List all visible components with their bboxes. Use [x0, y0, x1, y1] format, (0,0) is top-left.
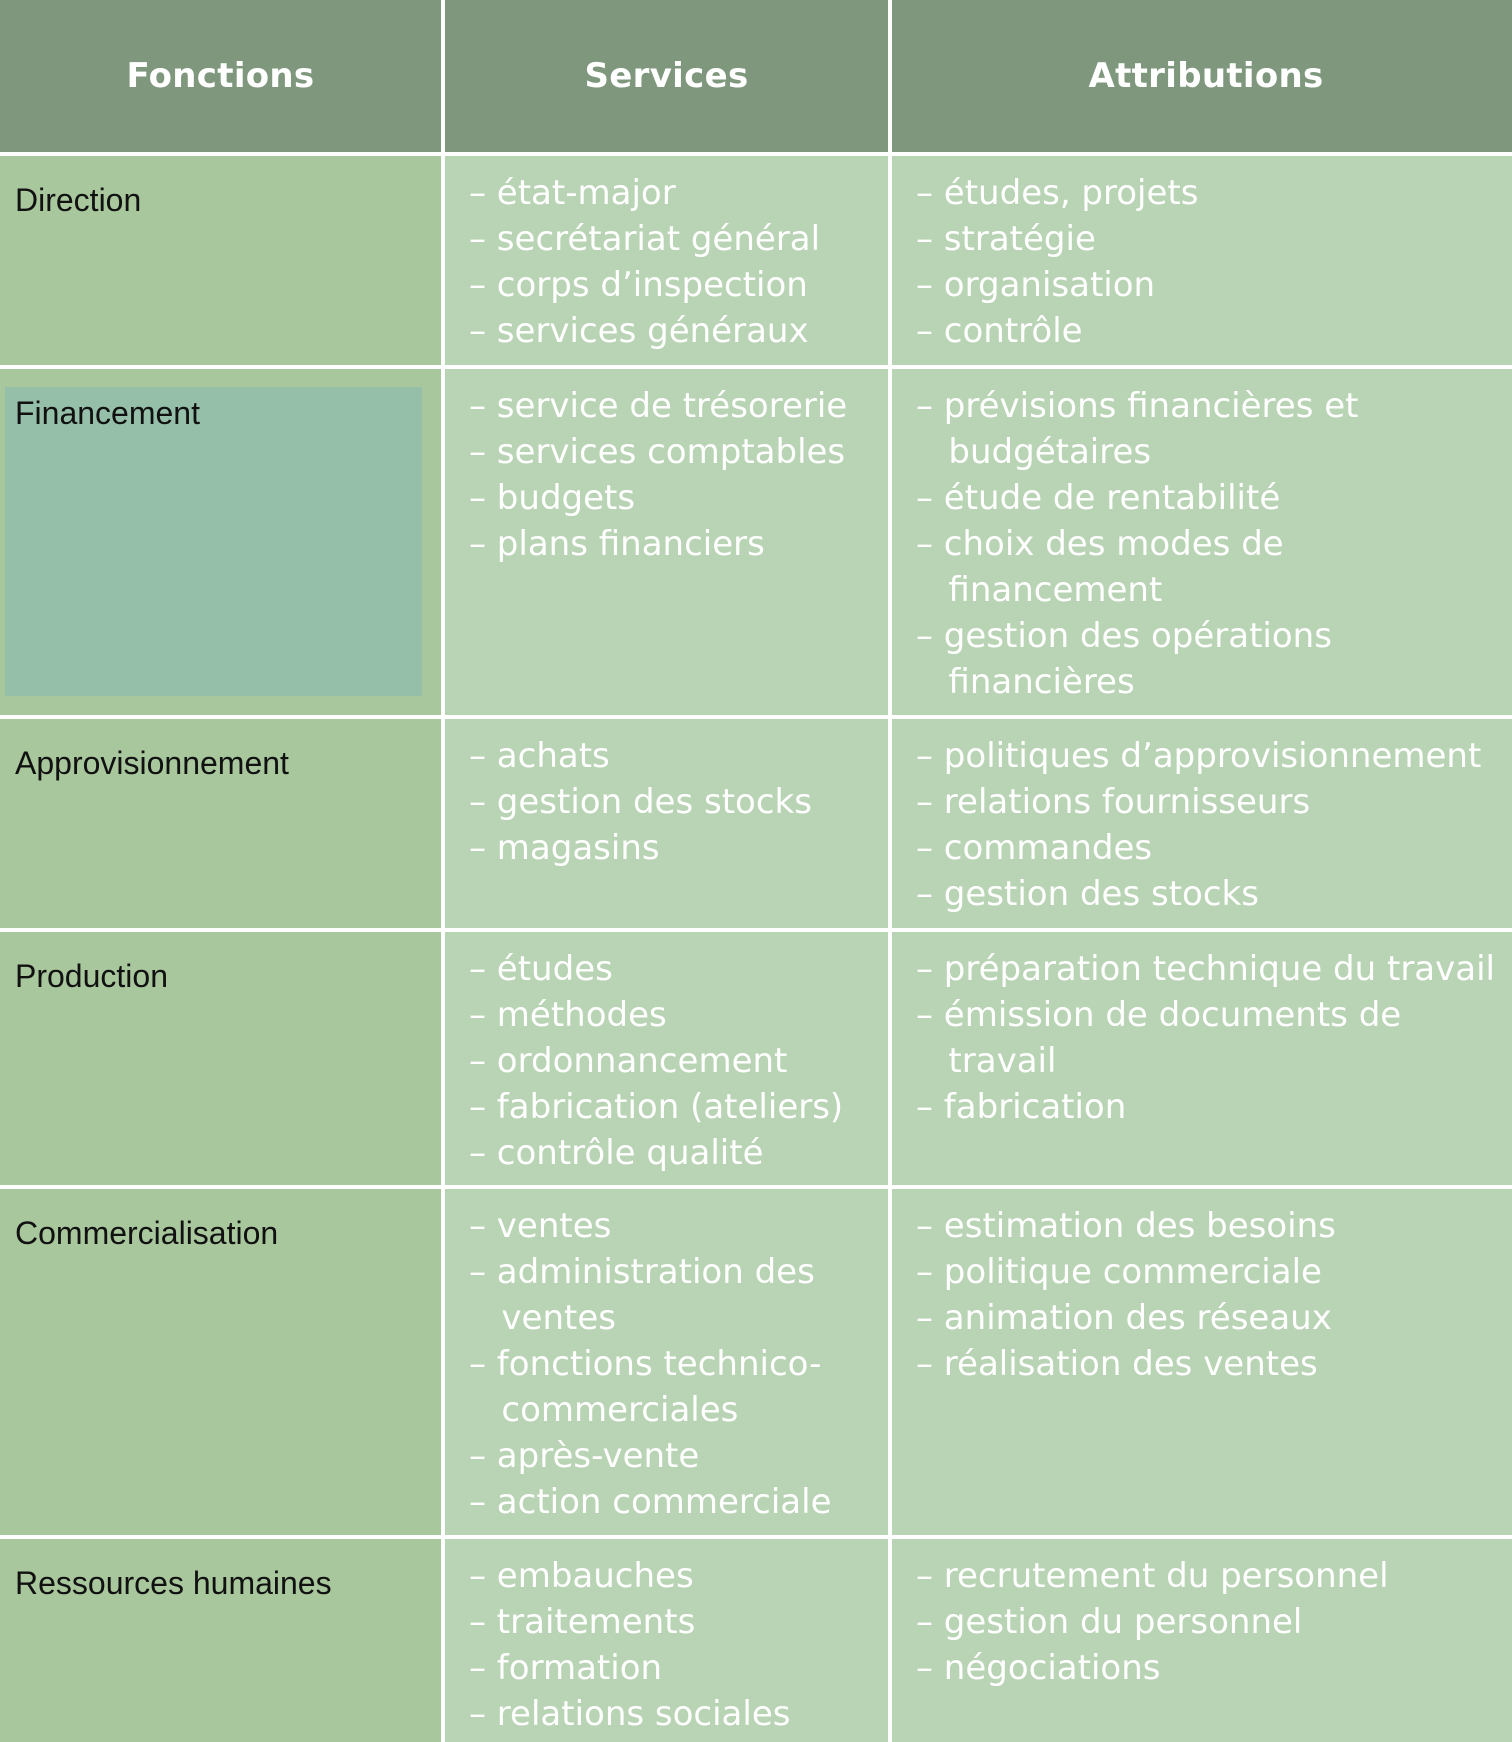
attribution-item: travail	[916, 1041, 1057, 1081]
services-cell	[445, 1539, 888, 1742]
fonction-cell	[0, 1189, 441, 1535]
service-item: – fonctions technico-	[469, 1344, 822, 1384]
attribution-item: – contrôle	[916, 311, 1083, 351]
service-item: – service de trésorerie	[469, 386, 848, 426]
service-item: – état-major	[469, 173, 676, 213]
attribution-item: – préparation technique du travail	[916, 949, 1495, 989]
attribution-item: – organisation	[916, 265, 1156, 305]
attributions-list	[916, 170, 1512, 354]
attributions-list	[916, 1553, 1512, 1691]
service-item: – études	[469, 949, 613, 989]
services-cell	[445, 932, 888, 1185]
attribution-item: – politique commerciale	[916, 1252, 1322, 1292]
fonction-cell-selected[interactable]	[0, 369, 441, 715]
service-item: – formation	[469, 1648, 663, 1688]
attribution-item: financières	[916, 662, 1135, 702]
service-item: – action commerciale	[469, 1482, 832, 1522]
attribution-item: – fabrication	[916, 1087, 1127, 1127]
attribution-item: – animation des réseaux	[916, 1298, 1332, 1338]
attributions-cell	[892, 156, 1512, 365]
service-item: – relations sociales	[469, 1694, 791, 1734]
service-item: – méthodes	[469, 995, 667, 1035]
header-services: Services	[445, 0, 888, 152]
attribution-item: – émission de documents de	[916, 995, 1402, 1035]
attribution-item: financement	[916, 570, 1163, 610]
attribution-item: budgétaires	[916, 432, 1152, 472]
attribution-item: – stratégie	[916, 219, 1096, 259]
service-item: – secrétariat général	[469, 219, 821, 259]
selection-highlight	[5, 387, 422, 696]
service-item: – budgets	[469, 478, 636, 518]
attributions-list	[916, 1203, 1512, 1387]
service-item: commerciales	[469, 1390, 739, 1430]
services-list	[469, 1553, 888, 1737]
service-item: – traitements	[469, 1602, 696, 1642]
services-list	[469, 946, 888, 1176]
service-item: – ventes	[469, 1206, 612, 1246]
attributions-cell	[892, 719, 1512, 928]
service-item: – contrôle qualité	[469, 1133, 764, 1173]
attributions-list	[916, 733, 1512, 917]
attribution-item: – études, projets	[916, 173, 1199, 213]
attributions-list	[916, 383, 1512, 705]
service-item: – magasins	[469, 828, 660, 868]
service-item: – fabrication (ateliers)	[469, 1087, 844, 1127]
header-attributions: Attributions	[892, 0, 1512, 152]
fonction-cell	[0, 719, 441, 928]
service-item: – services comptables	[469, 432, 846, 472]
service-item: – gestion des stocks	[469, 782, 812, 822]
attributions-cell	[892, 369, 1512, 715]
services-list	[469, 170, 888, 354]
services-list	[469, 733, 888, 871]
fonction-label: Direction	[15, 182, 142, 218]
fonction-label: Ressources humaines	[15, 1565, 332, 1601]
attributions-cell	[892, 1539, 1512, 1742]
attribution-item: – négociations	[916, 1648, 1161, 1688]
fonction-label: Commercialisation	[15, 1215, 279, 1251]
fonction-label: Production	[15, 958, 168, 994]
attribution-item: – prévisions financières et	[916, 386, 1359, 426]
attribution-item: – recrutement du personnel	[916, 1556, 1389, 1596]
fonction-cell	[0, 932, 441, 1185]
service-item: – ordonnancement	[469, 1041, 788, 1081]
attribution-item: – estimation des besoins	[916, 1206, 1336, 1246]
services-list	[469, 383, 888, 567]
fonction-label: Approvisionnement	[15, 745, 289, 781]
attribution-item: – relations fournisseurs	[916, 782, 1311, 822]
service-item: – embauches	[469, 1556, 694, 1596]
services-cell	[445, 156, 888, 365]
attributions-cell	[892, 1189, 1512, 1535]
service-item: – après-vente	[469, 1436, 700, 1476]
service-item: – administration des	[469, 1252, 815, 1292]
attribution-item: – réalisation des ventes	[916, 1344, 1318, 1384]
services-list	[469, 1203, 888, 1525]
service-item: – corps d’inspection	[469, 265, 808, 305]
attribution-item: – gestion des stocks	[916, 874, 1259, 914]
service-item: – services généraux	[469, 311, 809, 351]
services-cell	[445, 719, 888, 928]
attribution-item: – gestion des opérations	[916, 616, 1332, 656]
service-item: – plans financiers	[469, 524, 765, 564]
attribution-item: – gestion du personnel	[916, 1602, 1303, 1642]
attributions-cell	[892, 932, 1512, 1185]
attributions-list	[916, 946, 1512, 1130]
service-item: ventes	[469, 1298, 616, 1338]
services-cell	[445, 369, 888, 715]
attribution-item: – étude de rentabilité	[916, 478, 1281, 518]
attribution-item: – commandes	[916, 828, 1153, 868]
services-cell	[445, 1189, 888, 1535]
attribution-item: – politiques d’approvisionnement	[916, 736, 1482, 776]
attribution-item: – choix des modes de	[916, 524, 1284, 564]
fonction-cell	[0, 1539, 441, 1742]
header-fonctions: Fonctions	[0, 0, 441, 152]
service-item: – achats	[469, 736, 610, 776]
fonction-label: Financement	[15, 395, 200, 431]
fonction-cell	[0, 156, 441, 365]
